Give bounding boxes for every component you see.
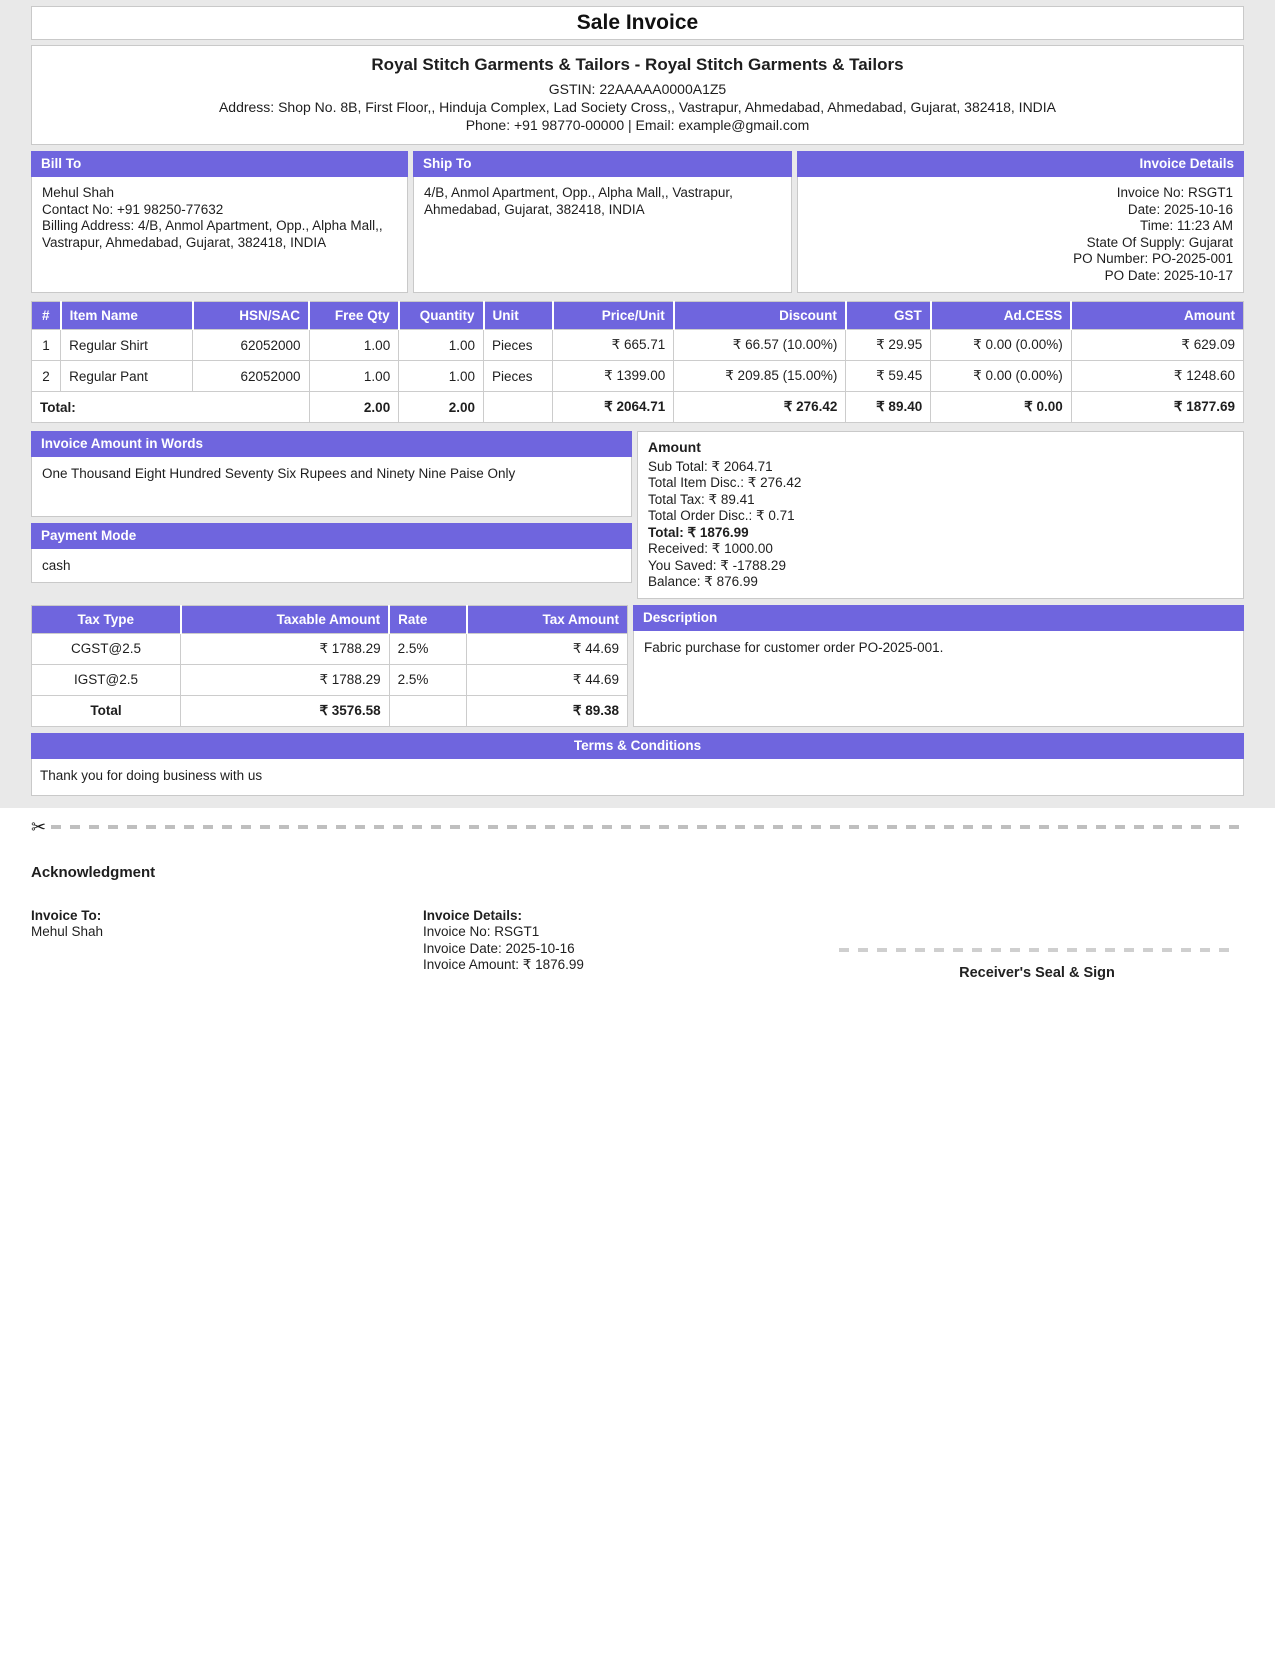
received-amount: Received: ₹ 1000.00 [648,541,773,556]
terms-section [31,733,1244,796]
item-hsn: 62052000 [193,361,309,392]
tax-total-row [32,695,628,726]
company-header [31,45,1244,145]
item-row [32,361,1244,392]
po-number: PO Number: PO-2025-001 [1073,251,1233,266]
ship-to-address: 4/B, Anmol Apartment, Opp., Alpha Mall,, Vastrapur, Ahmedabad, Gujarat, 382418, INDIA [424,185,733,217]
items-total-amount: ₹ 1877.69 [1071,392,1243,423]
bill-to-contact: Contact No: +91 98250-77632 [42,201,224,217]
item-price: ₹ 1399.00 [553,361,674,392]
item-index: 2 [32,361,61,392]
receiver-seal-block [839,948,1235,981]
tax-table [31,605,628,727]
payment-mode-header: Payment Mode [31,523,632,549]
item-gst: ₹ 29.95 [846,330,931,361]
bill-to-body [31,177,408,293]
parties-row [31,151,1244,293]
invoice-details-body [797,177,1244,293]
item-gst: ₹ 59.45 [846,361,931,392]
grand-total: Total: ₹ 1876.99 [648,524,749,540]
invoice-details-header: Invoice Details [797,151,1244,177]
you-saved: You Saved: ₹ -1788.29 [648,557,786,573]
items-header-hsn: HSN/SAC [193,302,309,330]
summary-row [31,431,1244,599]
tax-header-row [32,605,628,633]
items-total-unit [484,392,553,423]
acknowledgment-title: Acknowledgment [31,863,156,881]
payment-mode-value: cash [31,549,632,583]
invoice-sheet [0,0,1275,808]
amount-summary-title: Amount [648,439,701,455]
tax-header-taxable: Taxable Amount [181,605,390,633]
description-text: Fabric purchase for customer order PO-2025-001. [633,631,1244,727]
item-quantity: 1.00 [399,361,484,392]
item-free-qty: 1.00 [309,361,399,392]
tax-header-rate: Rate [389,605,466,633]
ack-invoice-date: Invoice Date: 2025-10-16 [423,940,575,956]
ack-invoice-to-name: Mehul Shah [31,924,104,939]
bill-to-name: Mehul Shah [42,185,115,200]
item-row [32,330,1244,361]
terms-text: Thank you for doing business with us [31,759,1244,796]
tax-type: IGST@2.5 [32,664,181,695]
balance: Balance: ₹ 876.99 [648,574,758,589]
company-gstin: GSTIN: 22AAAAA0000A1Z5 [548,81,727,97]
invoice-time: Time: 11:23 AM [1139,218,1233,233]
items-total-label: Total: [32,392,310,423]
item-index: 1 [32,330,61,361]
bill-to-address: Billing Address: 4/B, Anmol Apartment, Opp., Alpha Mall,, Vastrapur, Ahmedabad, Gujarat, 382418, INDIA [42,218,383,250]
items-header-row [32,302,1244,330]
items-total-price: ₹ 2064.71 [553,392,674,423]
ship-to-section [413,151,792,293]
ack-invoice-details-block [423,908,584,974]
items-header-unit: Unit [484,302,553,330]
tax-total-rate [389,695,466,726]
invoice-details-section [797,151,1244,293]
items-total-adcess: ₹ 0.00 [931,392,1072,423]
ack-invoice-to-block [31,908,423,974]
items-total-gst: ₹ 89.40 [846,392,931,423]
amount-in-words-header: Invoice Amount in Words [31,431,632,457]
ack-invoice-number: Invoice No: RSGT1 [423,924,540,939]
ack-invoice-to-label: Invoice To: [31,907,102,923]
item-unit: Pieces [484,330,553,361]
state-of-supply: State Of Supply: Gujarat [1086,234,1233,250]
cut-line [31,808,1244,836]
amount-summary-section [637,431,1244,599]
invoice-date: Date: 2025-10-16 [1127,201,1233,217]
item-free-qty: 1.00 [309,330,399,361]
ack-invoice-amount: Invoice Amount: ₹ 1876.99 [423,957,584,972]
item-hsn: 62052000 [193,330,309,361]
item-amount: ₹ 629.09 [1071,330,1243,361]
items-total-free-qty: 2.00 [309,392,399,423]
page-title: Sale Invoice [576,11,699,34]
tax-total-taxable: ₹ 3576.58 [181,695,390,726]
item-price: ₹ 665.71 [553,330,674,361]
terms-header: Terms & Conditions [31,733,1244,759]
tax-row-cgst [32,633,628,664]
items-header-price: Price/Unit [553,302,674,330]
item-name: Regular Shirt [61,330,193,361]
items-total-row [32,392,1244,423]
item-discount: ₹ 66.57 (10.00%) [674,330,846,361]
items-header-amount: Amount [1071,302,1243,330]
po-date: PO Date: 2025-10-17 [1104,267,1233,283]
item-adcess: ₹ 0.00 (0.00%) [931,361,1072,392]
item-adcess: ₹ 0.00 (0.00%) [931,330,1072,361]
scissors-icon: ✂ [31,816,47,837]
item-amount: ₹ 1248.60 [1071,361,1243,392]
tax-rate: 2.5% [389,633,466,664]
tax-amount: ₹ 44.69 [467,633,628,664]
items-header-index: # [32,302,61,330]
tax-rate: 2.5% [389,664,466,695]
tax-header-type: Tax Type [32,605,181,633]
amount-in-words-section [31,431,632,517]
bill-to-header: Bill To [31,151,408,177]
items-table [31,301,1244,423]
ship-to-header: Ship To [413,151,792,177]
seal-dashed-line [839,948,1235,952]
sub-total: Sub Total: ₹ 2064.71 [648,458,773,474]
ship-to-body [413,177,792,293]
items-header-item-name: Item Name [61,302,193,330]
company-address: Address: Shop No. 8B, First Floor,, Hinduja Complex, Lad Society Cross,, Vastrapur, Ahmedabad, Ahmedabad, Gujarat, 382418, INDIA [218,99,1057,115]
items-total-quantity: 2.00 [399,392,484,423]
tax-taxable-amount: ₹ 1788.29 [181,664,390,695]
tax-total-amount: ₹ 89.38 [467,695,628,726]
invoice-title-box [31,6,1244,40]
tax-row-igst [32,664,628,695]
item-unit: Pieces [484,361,553,392]
items-header-free-qty: Free Qty [309,302,399,330]
tax-row [31,605,1244,727]
items-header-adcess: Ad.CESS [931,302,1072,330]
company-phone-email: Phone: +91 98770-00000 | Email: example@gmail.com [465,117,810,133]
tax-total-label: Total [32,695,181,726]
tax-type: CGST@2.5 [32,633,181,664]
receiver-seal-label: Receiver's Seal & Sign [959,964,1115,981]
description-section [633,605,1244,727]
ack-invoice-details-label: Invoice Details: [423,907,523,923]
payment-mode-section [31,523,632,583]
tax-header-amount: Tax Amount [467,605,628,633]
items-header-gst: GST [846,302,931,330]
cut-dashed-line [51,825,1244,829]
items-total-discount: ₹ 276.42 [674,392,846,423]
tax-taxable-amount: ₹ 1788.29 [181,633,390,664]
bill-to-section [31,151,408,293]
total-tax: Total Tax: ₹ 89.41 [648,491,755,507]
amount-in-words-text: One Thousand Eight Hundred Seventy Six Rupees and Ninety Nine Paise Only [31,457,632,517]
items-header-discount: Discount [674,302,846,330]
total-item-discount: Total Item Disc.: ₹ 276.42 [648,475,802,490]
item-quantity: 1.00 [399,330,484,361]
tax-amount: ₹ 44.69 [467,664,628,695]
description-header: Description [633,605,1244,631]
invoice-number: Invoice No: RSGT1 [1116,185,1233,200]
company-name: Royal Stitch Garments & Tailors - Royal Stitch Garments & Tailors [371,55,904,74]
total-order-discount: Total Order Disc.: ₹ 0.71 [648,508,795,523]
item-discount: ₹ 209.85 (15.00%) [674,361,846,392]
item-name: Regular Pant [61,361,193,392]
acknowledgment-slip [0,808,1275,1666]
items-header-quantity: Quantity [399,302,484,330]
